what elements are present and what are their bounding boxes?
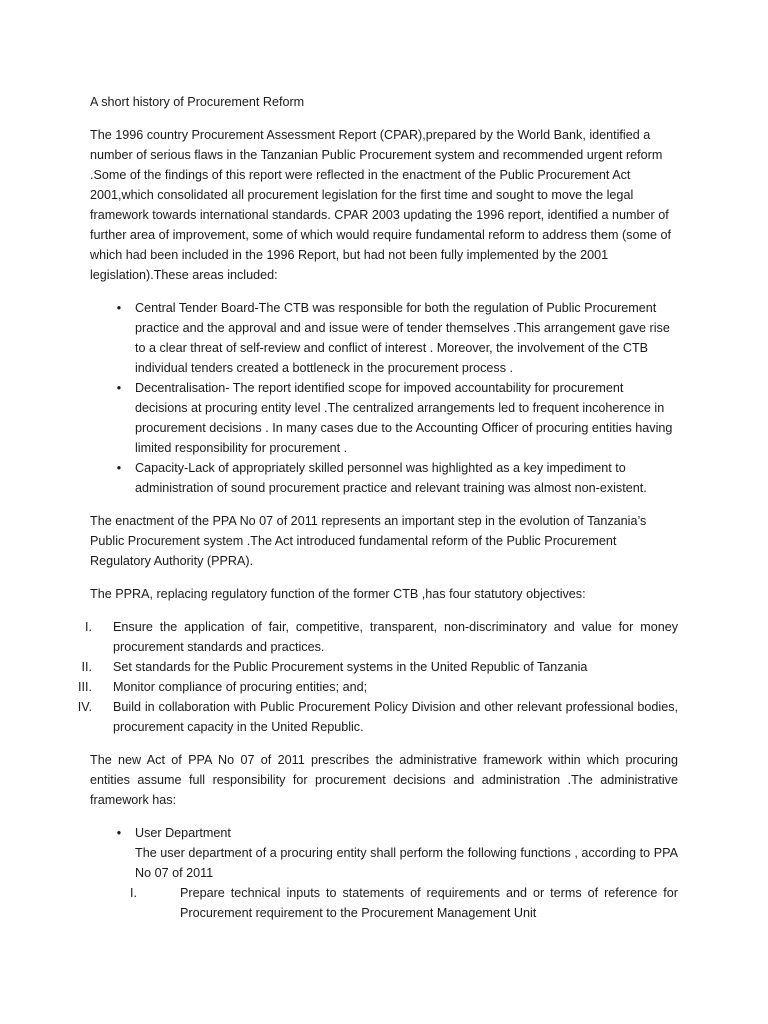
area-text: Capacity-Lack of appropriately skilled personnel was highlighted as a key impediment to administration of sound procurement practice and relevant training was almost non-existent. bbox=[135, 461, 647, 495]
area-text: Central Tender Board-The CTB was responsible for both the regulation of Public Procurement practice and the approval and and issue were of tender themselves .This arrangement gave rise to a clear threat of self-review and conflict of interest . Moreover, the involvement of the CTB individual tenders created a bottleneck in the procurement process . bbox=[135, 301, 670, 375]
ppra-intro-paragraph: The PPRA, replacing regulatory function of the former CTB ,has four statutory objectives: bbox=[90, 587, 586, 601]
list-number: I. bbox=[130, 886, 137, 900]
document-body bbox=[77, 92, 678, 936]
user-department-heading: User Department bbox=[135, 826, 231, 840]
user-department-functions bbox=[130, 883, 678, 923]
user-department-description: The user department of a procuring entity shall perform the following functions , according to PPA No 07 of 2011 bbox=[135, 846, 678, 880]
list-item bbox=[90, 298, 678, 378]
list-item bbox=[90, 458, 678, 498]
list-item bbox=[90, 823, 678, 923]
bullet-icon: • bbox=[116, 381, 122, 395]
areas-list bbox=[90, 298, 678, 498]
bullet-icon: • bbox=[116, 826, 122, 840]
objective-text: Monitor compliance of procuring entities; and; bbox=[113, 680, 368, 694]
list-item bbox=[90, 378, 678, 458]
list-item bbox=[77, 697, 678, 737]
list-number: II. bbox=[81, 660, 92, 674]
list-item bbox=[81, 657, 678, 677]
enactment-paragraph: The enactment of the PPA No 07 of 2011 represents an important step in the evolution of Tanzania’s Public Procurement system .The Act introduced fundamental reform of the Public Procurement Regulatory Authority (PPRA). bbox=[90, 514, 647, 568]
list-item bbox=[78, 677, 678, 697]
objective-text: Ensure the application of fair, competitive, transparent, non-discriminatory and value for money procurement standards and practices. bbox=[113, 620, 678, 654]
list-number: III. bbox=[78, 680, 92, 694]
intro-paragraph: The 1996 country Procurement Assessment Report (CPAR),prepared by the World Bank, identified a number of serious flaws in the Tanzanian Public Procurement system and recommended urgent reform .Some of the findings of this report were reflected in the enactment of the Public Procurement Act 2001,which consolidated all procurement legislation for the first time and sought to move the legal framework towards international standards. CPAR 2003 updating the 1996 report, identified a number of further area of improvement, some of which would require fundamental reform to address them (some of which had been included in the 1996 Report, but had not been fully implemented by the 2001 legislation).These areas included: bbox=[90, 128, 671, 282]
area-text: Decentralisation- The report identified scope for impoved accountability for procurement decisions at procuring entity level .The centralized arrangements led to frequent incoherence in procurement decisions . In many cases due to the Accounting Officer of procuring entities having limited responsibility for procurement . bbox=[135, 381, 673, 455]
document-title: A short history of Procurement Reform bbox=[90, 95, 305, 109]
list-number: IV. bbox=[77, 700, 92, 714]
function-text: Prepare technical inputs to statements of requirements and or terms of reference for Procurement requirement to the Procurement Management Unit bbox=[180, 886, 678, 920]
list-number: I. bbox=[85, 620, 92, 634]
list-item bbox=[130, 883, 678, 923]
list-item bbox=[85, 617, 678, 657]
framework-list bbox=[90, 823, 678, 923]
objective-text: Build in collaboration with Public Procurement Policy Division and other relevant professional bodies, procurement capacity in the United Republic. bbox=[113, 700, 678, 734]
objectives-list bbox=[77, 617, 678, 737]
bullet-icon: • bbox=[116, 461, 122, 475]
framework-paragraph: The new Act of PPA No 07 of 2011 prescribes the administrative framework within which procuring entities assume full responsibility for procurement decisions and administration .The administrative framework has: bbox=[90, 753, 678, 807]
bullet-icon: • bbox=[116, 301, 122, 315]
objective-text: Set standards for the Public Procurement systems in the United Republic of Tanzania bbox=[113, 660, 588, 674]
